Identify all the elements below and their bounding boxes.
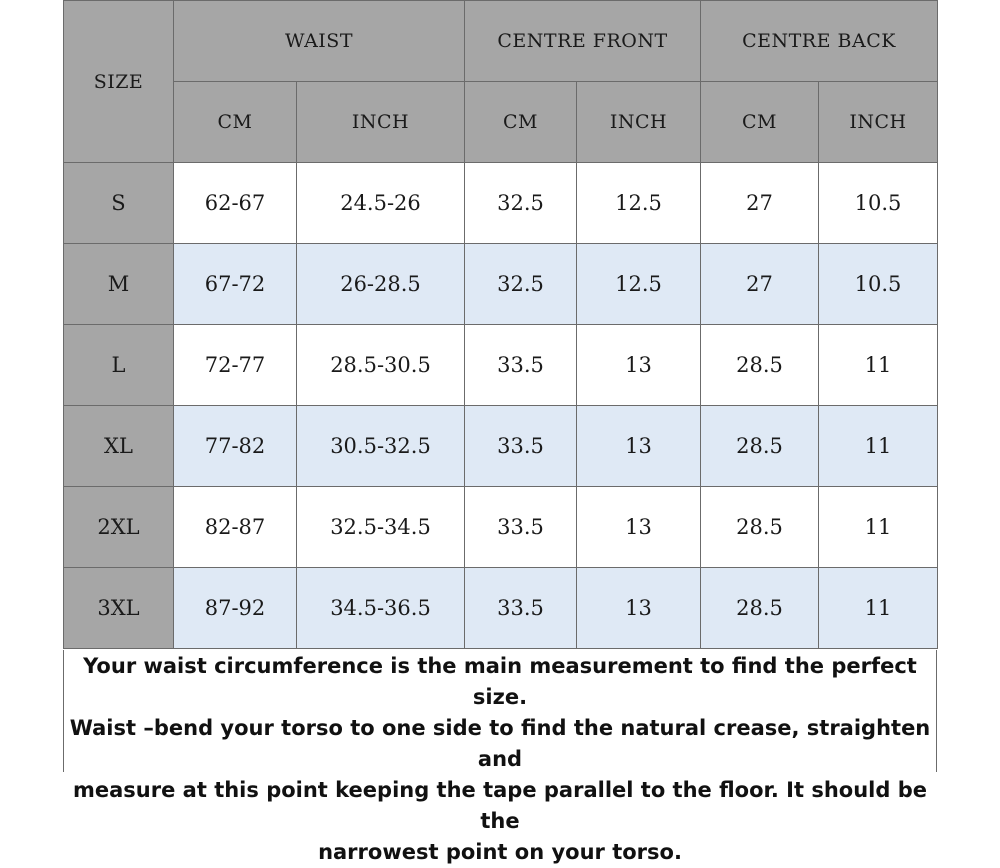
note-line: Your waist circumference is the main measurement to find the perfect size.: [83, 654, 917, 709]
waist-inch-value: 34.5-36.5: [297, 568, 465, 649]
centre-front-cm-value: 32.5: [465, 244, 577, 325]
waist-cm-value: 67-72: [174, 244, 297, 325]
centre-back-cm-header: CM: [701, 82, 819, 163]
waist-cm-value: 87-92: [174, 568, 297, 649]
table-row: [64, 568, 938, 649]
centre-front-inch-value: 13: [577, 325, 701, 406]
size-chart: [63, 0, 937, 864]
size-label: XL: [64, 406, 174, 487]
size-table: [63, 0, 938, 649]
table-row: [64, 325, 938, 406]
centre-front-cm-value: 33.5: [465, 325, 577, 406]
header-row-units: [64, 82, 938, 163]
waist-inch-value: 26-28.5: [297, 244, 465, 325]
centre-front-cm-value: 32.5: [465, 163, 577, 244]
centre-front-cm-header: CM: [465, 82, 577, 163]
waist-inch-value: 32.5-34.5: [297, 487, 465, 568]
waist-inch-value: 30.5-32.5: [297, 406, 465, 487]
centre-back-cm-value: 28.5: [701, 568, 819, 649]
centre-front-inch-value: 13: [577, 487, 701, 568]
centre-front-cm-value: 33.5: [465, 406, 577, 487]
waist-cm-value: 72-77: [174, 325, 297, 406]
waist-cm-value: 82-87: [174, 487, 297, 568]
centre-back-inch-value: 11: [819, 325, 938, 406]
waist-cm-value: 77-82: [174, 406, 297, 487]
waist-inch-value: 24.5-26: [297, 163, 465, 244]
table-row: [64, 487, 938, 568]
waist-cm-value: 62-67: [174, 163, 297, 244]
note-line: measure at this point keeping the tape parallel to the floor. It should be the: [73, 778, 927, 833]
centre-back-group-header: CENTRE BACK: [701, 1, 938, 82]
note-line: Waist –bend your torso to one side to find the natural crease, straighten and: [69, 716, 931, 771]
centre-front-inch-value: 13: [577, 568, 701, 649]
centre-front-inch-header: INCH: [577, 82, 701, 163]
measurement-note: [63, 650, 937, 864]
centre-back-inch-value: 10.5: [819, 244, 938, 325]
note-line: narrowest point on your torso.: [318, 840, 682, 864]
centre-back-inch-value: 11: [819, 487, 938, 568]
size-label: S: [64, 163, 174, 244]
waist-inch-value: 28.5-30.5: [297, 325, 465, 406]
waist-group-header: WAIST: [174, 1, 465, 82]
centre-front-cm-value: 33.5: [465, 568, 577, 649]
header-row-groups: [64, 1, 938, 82]
table-row: [64, 163, 938, 244]
centre-front-inch-value: 12.5: [577, 244, 701, 325]
size-column-header: SIZE: [64, 1, 174, 163]
size-label: 3XL: [64, 568, 174, 649]
table-row: [64, 406, 938, 487]
centre-back-cm-value: 27: [701, 163, 819, 244]
centre-front-inch-value: 13: [577, 406, 701, 487]
centre-back-cm-value: 27: [701, 244, 819, 325]
centre-back-inch-value: 10.5: [819, 163, 938, 244]
centre-back-inch-header: INCH: [819, 82, 938, 163]
centre-back-cm-value: 28.5: [701, 406, 819, 487]
centre-back-inch-value: 11: [819, 406, 938, 487]
centre-back-inch-value: 11: [819, 568, 938, 649]
size-label: L: [64, 325, 174, 406]
centre-front-group-header: CENTRE FRONT: [465, 1, 701, 82]
size-label: 2XL: [64, 487, 174, 568]
table-row: [64, 244, 938, 325]
centre-back-cm-value: 28.5: [701, 487, 819, 568]
centre-back-cm-value: 28.5: [701, 325, 819, 406]
centre-front-cm-value: 33.5: [465, 487, 577, 568]
waist-cm-header: CM: [174, 82, 297, 163]
waist-inch-header: INCH: [297, 82, 465, 163]
centre-front-inch-value: 12.5: [577, 163, 701, 244]
size-label: M: [64, 244, 174, 325]
